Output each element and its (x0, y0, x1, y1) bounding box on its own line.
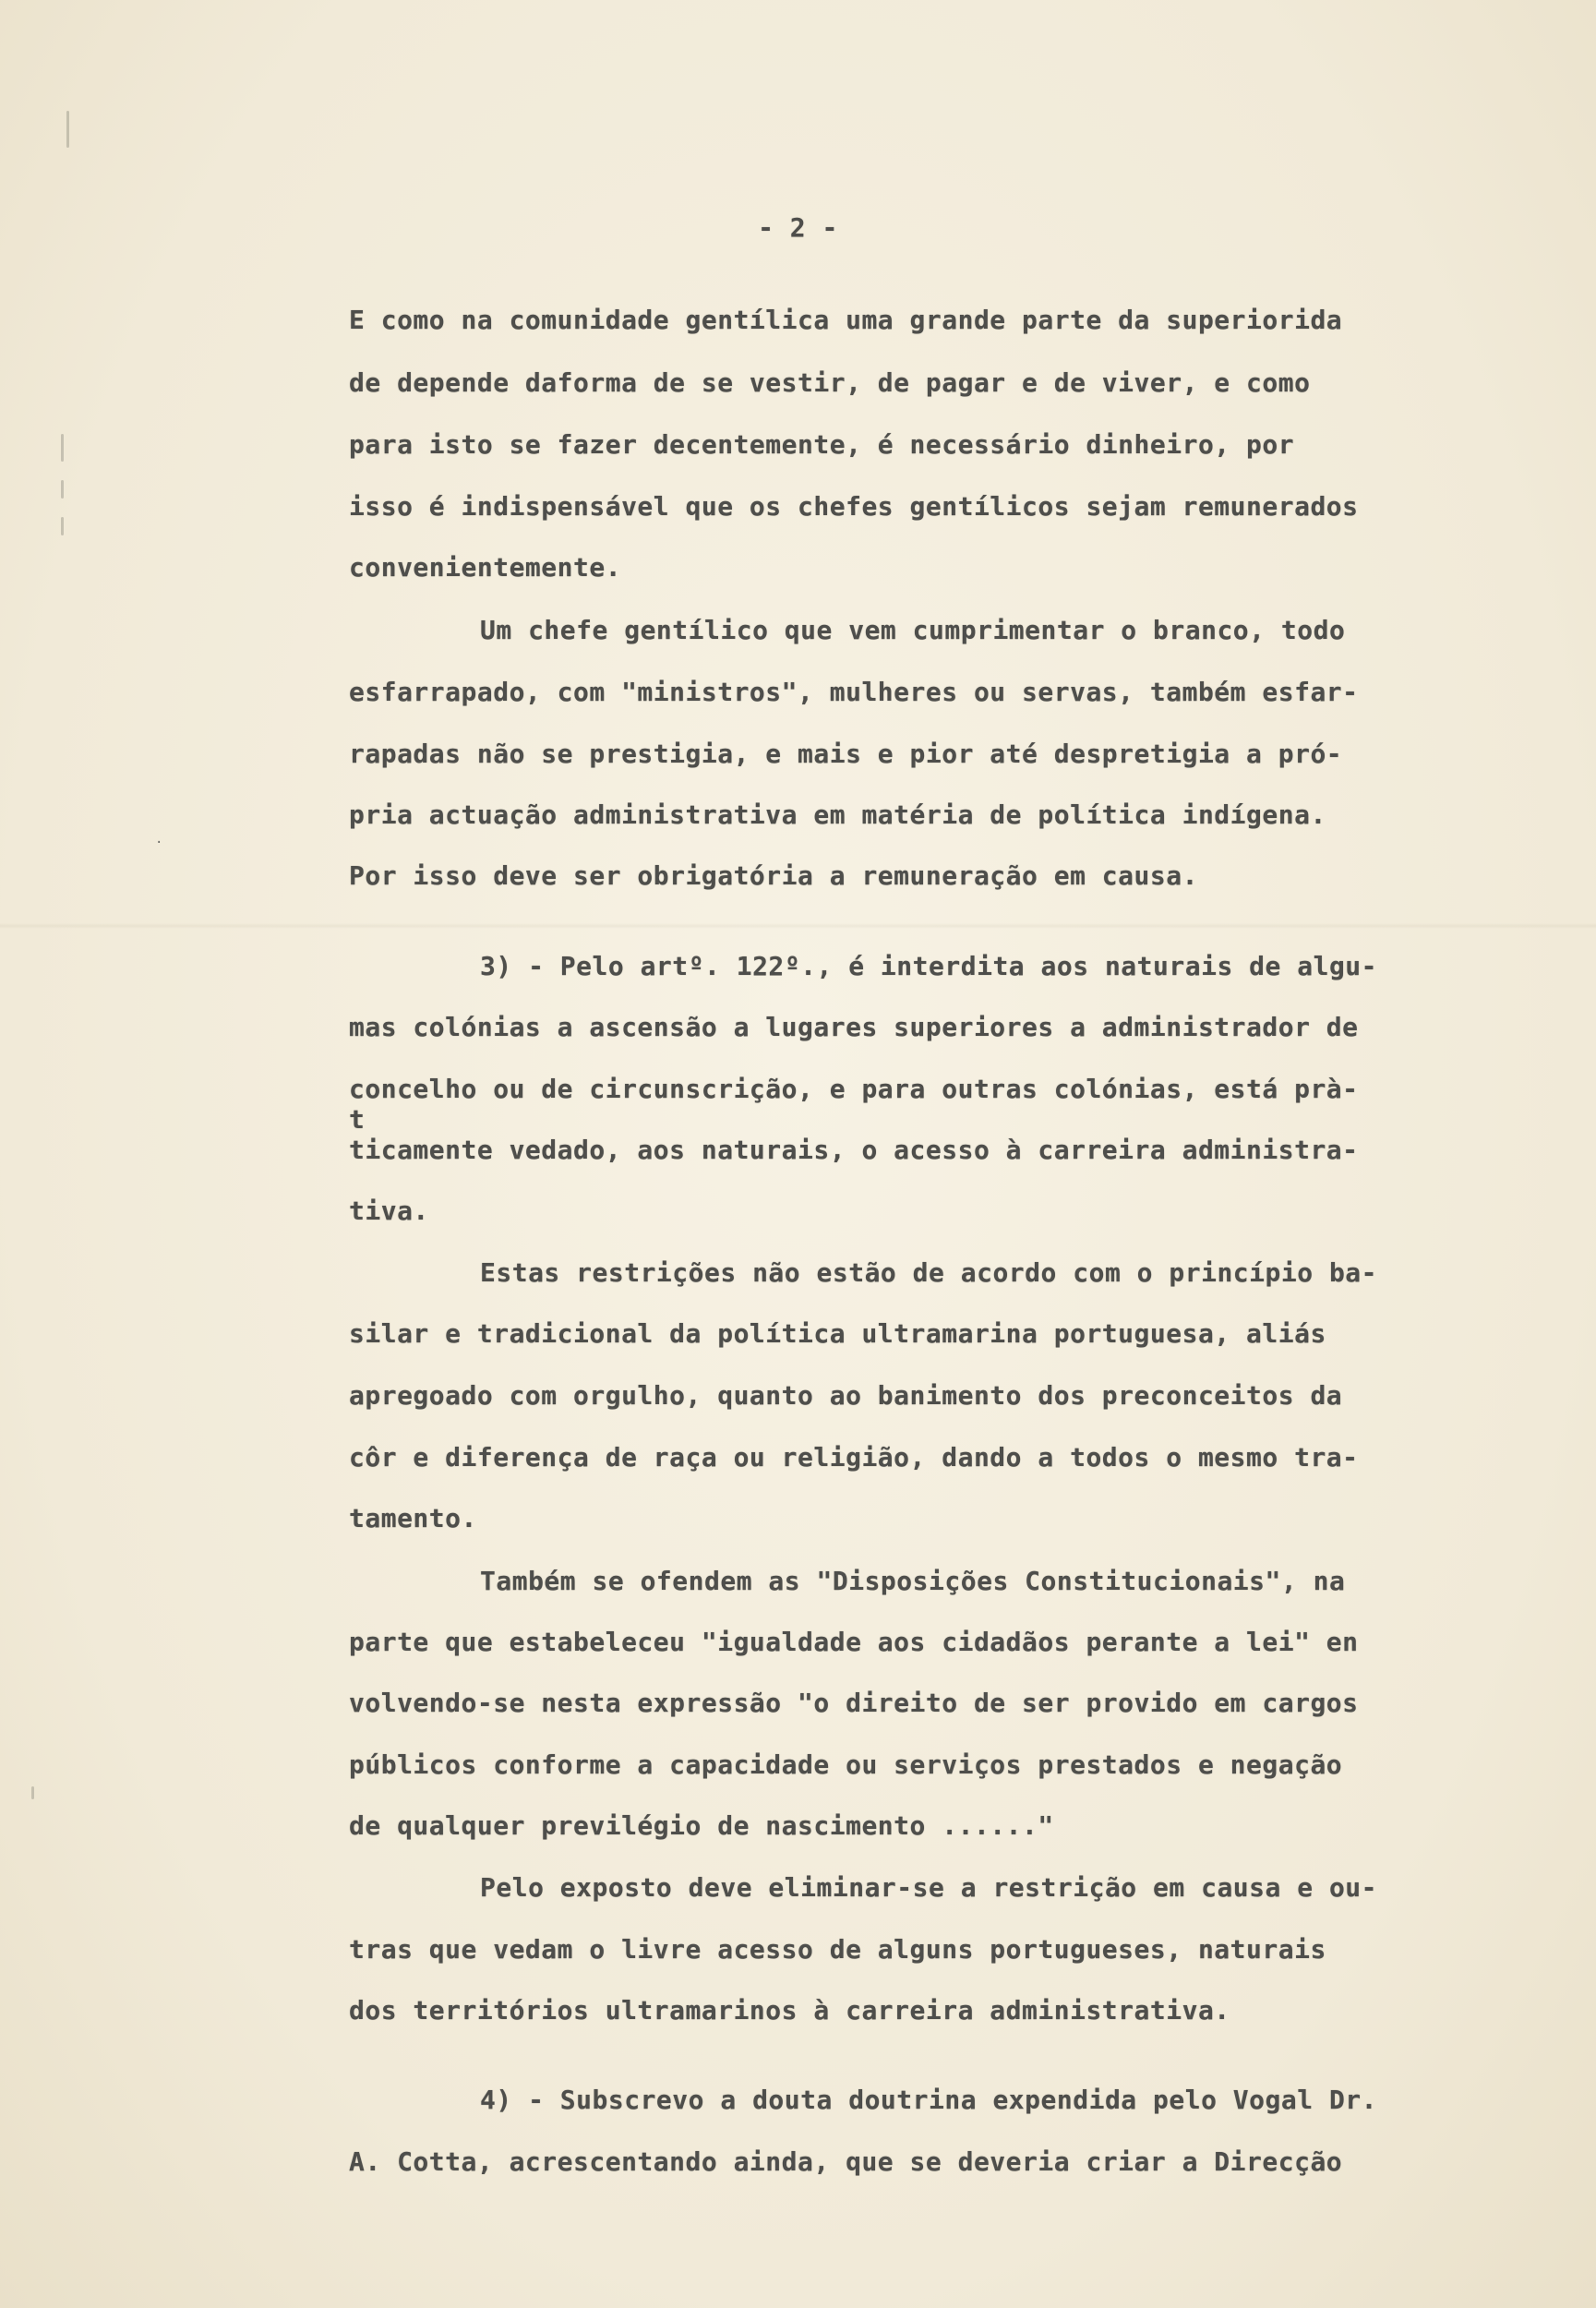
text-line: côr e diferença de raça ou religião, dando a todos o mesmo tra- (349, 1442, 1359, 1473)
text-line: Estas restrições não estão de acordo com o princípio ba- (480, 1257, 1378, 1288)
text-line: Pelo exposto deve eliminar-se a restrição em causa e ou- (480, 1872, 1378, 1903)
text-line: 4) - Subscrevo a douta doutrina expendida pelo Vogal Dr. (480, 2085, 1378, 2115)
text-line: esfarrapado, com "ministros", mulheres ou servas, também esfar- (349, 677, 1359, 707)
text-line: parte que estabeleceu "igualdade aos cidadãos perante a lei" en (349, 1627, 1359, 1657)
text-line: volvendo-se nesta expressão "o direito de ser provido em cargos (349, 1688, 1359, 1718)
text-line: ticamente vedado, aos naturais, o acesso à carreira administra- (349, 1135, 1359, 1165)
margin-mark (66, 111, 69, 148)
text-line: Um chefe gentílico que vem cumprimentar o branco, todo (480, 615, 1346, 645)
text-line: dos territórios ultramarinos à carreira administrativa. (349, 1995, 1230, 2026)
text-line: isso é indispensável que os chefes gentílicos sejam remunerados (349, 491, 1359, 522)
text-line: para isto se fazer decentemente, é necessário dinheiro, por (349, 429, 1295, 460)
text-line: Por isso deve ser obrigatória a remuneração em causa. (349, 860, 1198, 891)
text-line: de qualquer previlégio de nascimento ......" (349, 1810, 1054, 1841)
text-line: rapadas não se prestigia, e mais e pior até despretigia a pró- (349, 739, 1343, 769)
text-line: convenientemente. (349, 552, 622, 583)
text-line: mas colónias a ascensão a lugares superiores a administrador de (349, 1012, 1359, 1042)
margin-mark (31, 1786, 34, 1799)
text-line: tamento. (349, 1503, 477, 1533)
text-line: tras que vedam o livre acesso de alguns portugueses, naturais (349, 1934, 1326, 1965)
text-line: silar e tradicional da política ultramarina portuguesa, aliás (349, 1318, 1326, 1349)
text-line: t (349, 1104, 366, 1135)
ink-speck: · (155, 835, 163, 850)
text-line: A. Cotta, acrescentando ainda, que se deveria criar a Direcção (349, 2146, 1343, 2177)
text-line: E como na comunidade gentílica uma grande parte da superiorida (349, 305, 1343, 335)
margin-mark (61, 434, 64, 462)
text-line: públicos conforme a capacidade ou serviços prestados e negação (349, 1749, 1343, 1780)
text-line: concelho ou de circunscrição, e para outras colónias, está prà- (349, 1074, 1359, 1104)
text-line: Também se ofendem as "Disposições Constitucionais", na (480, 1566, 1346, 1596)
margin-mark (61, 517, 64, 535)
text-line: pria actuação administrativa em matéria de política indígena. (349, 799, 1326, 830)
text-line: de depende daforma de se vestir, de pagar e de viver, e como (349, 367, 1311, 398)
text-line: 3) - Pelo artº. 122º., é interdita aos naturais de algu- (480, 951, 1378, 981)
paper-fold (0, 923, 1596, 929)
text-line: apregoado com orgulho, quanto ao banimento dos preconceitos da (349, 1380, 1343, 1411)
text-line: tiva. (349, 1196, 429, 1226)
margin-mark (61, 480, 64, 499)
page-number: - 2 - (758, 212, 838, 243)
